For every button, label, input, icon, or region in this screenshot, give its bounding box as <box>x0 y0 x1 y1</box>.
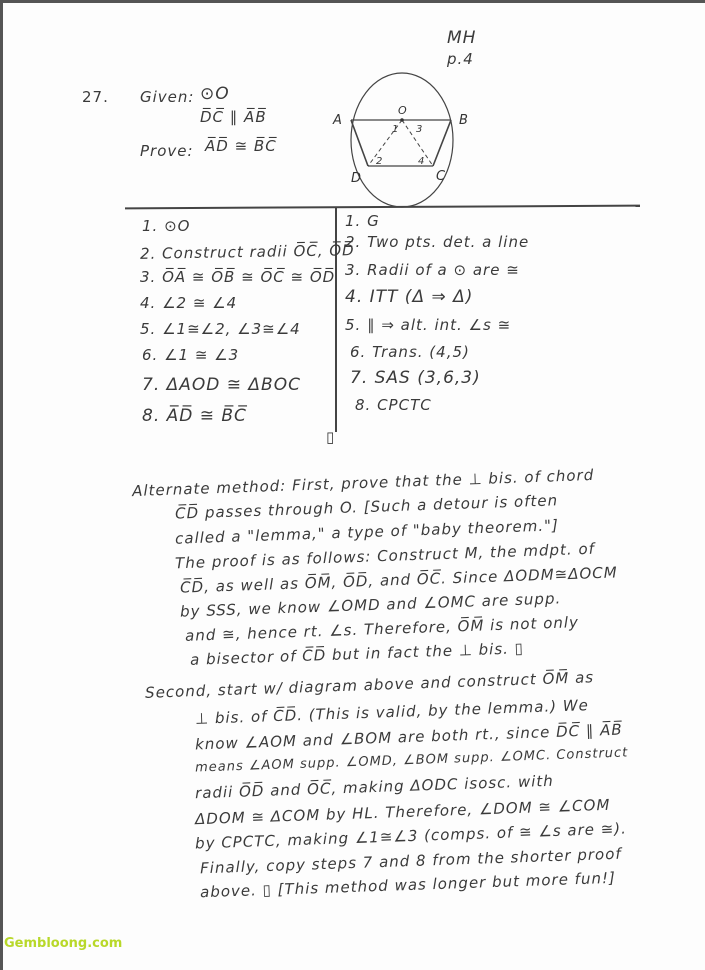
statement: 6. ∠1 ≅ ∠3 <box>142 346 240 364</box>
given-parallel: D̅C̅ ∥ A̅B̅ <box>200 108 267 126</box>
reason: 5. ∥ ⇒ alt. int. ∠s ≅ <box>345 316 512 334</box>
text-line: by CPCTC, making ∠1≅∠3 (comps. of ≅ ∠s are ≅). <box>194 819 628 853</box>
text-line: Finally, copy steps 7 and 8 from the shorter proof <box>199 844 622 878</box>
text-line: a bisector of C̅D̅ but in fact the ⊥ bis. ▯ <box>189 639 525 669</box>
statement: 3. O̅A̅ ≅ O̅B̅ ≅ O̅C̅ ≅ O̅D̅ <box>140 268 336 286</box>
text-line: above. ▯ [This method was longer but more fun!] <box>199 868 617 902</box>
text-line: by SSS, we know ∠OMD and ∠OMC are supp. <box>179 589 562 621</box>
statement: 1. ⊙O <box>142 217 191 235</box>
reason: 1. G <box>345 212 380 230</box>
statement: 5. ∠1≅∠2, ∠3≅∠4 <box>140 320 301 338</box>
label-b: B <box>459 113 468 128</box>
text-line: means ∠AOM supp. ∠OMD, ∠BOM supp. ∠OMC. Construct <box>194 745 629 776</box>
text-line: C̅D̅, as well as O̅M̅, O̅D̅, and O̅C̅. Since ΔODM≅ΔOCM <box>179 563 618 597</box>
reason: 2. Two pts. det. a line <box>345 233 530 251</box>
text-line: and ≅, hence rt. ∠s. Therefore, O̅M̅ is not only <box>184 613 580 645</box>
text-line: called a "lemma," a type of "baby theorem."] <box>174 516 560 548</box>
text-line: radii O̅D̅ and O̅C̅, making ΔODC isosc. with <box>194 771 555 803</box>
reason: 4. ITT (Δ ⇒ Δ) <box>345 287 474 307</box>
statement: 7. ΔAOD ≅ ΔBOC <box>142 375 301 395</box>
angle-3: 3 <box>416 124 423 135</box>
label-a: A <box>333 113 342 128</box>
text-line: C̅D̅ passes through O. [Such a detour is often <box>174 491 559 523</box>
text-line: Second, start w/ diagram above and construct O̅M̅ as <box>144 668 595 702</box>
statement: 2. Construct radii O̅C̅, O̅D̅ <box>139 241 355 263</box>
initials: MH <box>447 28 477 48</box>
prove-label: Prove: <box>140 142 194 160</box>
reason: 8. CPCTC <box>355 396 432 414</box>
text-line: ⊥ bis. of C̅D̅. (This is valid, by the lemma.) We <box>194 696 590 728</box>
given-circle: ⊙O <box>200 84 230 104</box>
prove-statement: A̅D̅ ≅ B̅C̅ <box>205 137 277 155</box>
reason: 6. Trans. (4,5) <box>350 343 470 361</box>
angle-4: 4 <box>418 156 425 167</box>
label-o: O <box>398 104 407 117</box>
angle-2: 2 <box>376 156 383 167</box>
text-line: ΔDOM ≅ ΔCOM by HL. Therefore, ∠DOM ≅ ∠COM <box>194 795 611 829</box>
given-label: Given: <box>140 88 195 106</box>
page-number: p.4 <box>447 50 474 68</box>
reason: 7. SAS (3,6,3) <box>350 368 481 388</box>
text-line: know ∠AOM and ∠BOM are both rt., since D̅C̅ ∥ A̅B̅ <box>194 720 623 754</box>
label-c: C <box>436 169 446 184</box>
watermark: Gembloong.com <box>4 936 123 951</box>
problem-number: 27. <box>82 88 109 106</box>
text-line: The proof is as follows: Construct M, the mdpt. of <box>174 539 596 573</box>
reason: 3. Radii of a ⊙ are ≅ <box>345 261 520 279</box>
statement: 4. ∠2 ≅ ∠4 <box>140 294 238 312</box>
statement: 8. A̅D̅ ≅ B̅C̅ <box>142 406 247 426</box>
text-line: Alternate method: First, prove that the ⊥ bis. of chord <box>131 465 595 501</box>
label-d: D <box>351 171 362 186</box>
end-of-proof-mark: ▯ <box>326 428 336 446</box>
angle-1: 1 <box>392 124 399 135</box>
